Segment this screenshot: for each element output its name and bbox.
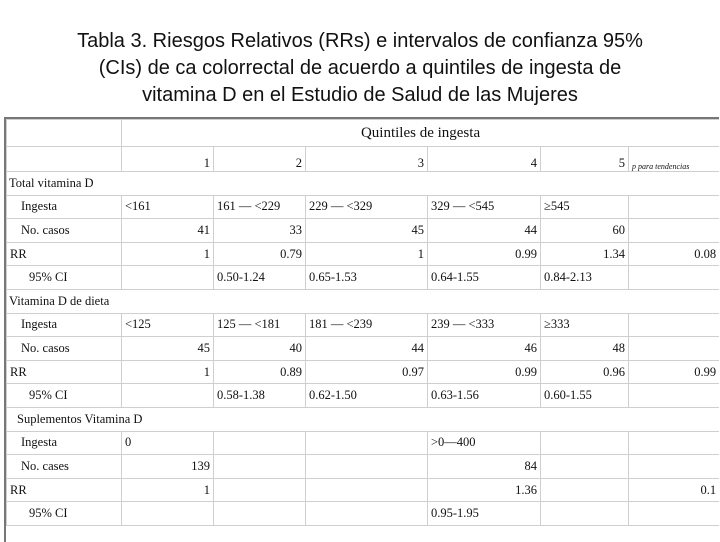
table-cell [214,502,306,526]
quintile-table [6,119,719,526]
table-cell [541,478,629,502]
p-trend-cell [629,455,720,479]
table-cell [214,455,306,479]
row-label: RR [7,242,122,266]
row-label: No. cases [7,455,122,479]
p-trend-cell: 0.1 [629,478,720,502]
row-label: Ingesta [7,431,122,455]
p-trend-cell [629,313,720,337]
table-cell: 0.99 [428,360,541,384]
table-cell [122,502,214,526]
table-row [7,360,720,384]
p-trend-cell [629,195,720,219]
header-corner [7,120,122,147]
table-cell: 0.79 [214,242,306,266]
table-row [7,219,720,243]
table-cell: 0.50-1.24 [214,266,306,290]
header-empty [7,147,122,172]
table-cell: 161 — <229 [214,195,306,219]
p-trend-header: p para tendencias [629,147,720,172]
table-cell [214,478,306,502]
table-cell: 1 [306,242,428,266]
row-label: No. casos [7,337,122,361]
table-cell: 0.58-1.38 [214,384,306,408]
quintile-header-1: 1 [122,147,214,172]
table-cell [541,455,629,479]
row-label: Ingesta [7,195,122,219]
p-trend-cell [629,219,720,243]
table-row [7,313,720,337]
table-cell: 45 [306,219,428,243]
section-title: Vitamina D de dieta [7,289,720,313]
row-label: 95% CI [7,266,122,290]
table-cell: 60 [541,219,629,243]
table-cell: 46 [428,337,541,361]
table-row [7,337,720,361]
table-cell: 0.96 [541,360,629,384]
table-row [7,384,720,408]
p-trend-cell: 0.08 [629,242,720,266]
table-cell [306,455,428,479]
table-cell: 40 [214,337,306,361]
section-header-row [7,289,720,313]
table-cell: 181 — <239 [306,313,428,337]
row-label: No. casos [7,219,122,243]
table-cell: 1 [122,360,214,384]
header-row-main [7,120,720,147]
table-cell: 48 [541,337,629,361]
table-cell: 0.89 [214,360,306,384]
title-line-3: vitamina D en el Estudio de Salud de las Mujeres [142,84,578,106]
table-cell: 33 [214,219,306,243]
table-cell: 0.64-1.55 [428,266,541,290]
p-trend-cell [629,266,720,290]
quintile-header-4: 4 [428,147,541,172]
quintile-header-2: 2 [214,147,306,172]
table-cell: 125 — <181 [214,313,306,337]
table-cell [306,478,428,502]
section-header-row [7,172,720,196]
table-cell: 0.62-1.50 [306,384,428,408]
table-row [7,431,720,455]
table-row [7,266,720,290]
table-cell [541,431,629,455]
table-row [7,195,720,219]
table-cell: 1 [122,478,214,502]
table-cell [122,384,214,408]
table-cell: <125 [122,313,214,337]
table-cell: 1.34 [541,242,629,266]
table-cell: 139 [122,455,214,479]
row-label: RR [7,360,122,384]
table-cell [306,502,428,526]
p-trend-cell: 0.99 [629,360,720,384]
quintiles-header: Quintiles de ingesta [122,120,720,147]
slide-title [0,28,720,109]
row-label: 95% CI [7,502,122,526]
table-cell: 0.97 [306,360,428,384]
header-row-quintiles [7,147,720,172]
p-trend-cell [629,431,720,455]
table-cell: 0.95-1.95 [428,502,541,526]
title-line-1: Tabla 3. Riesgos Relativos (RRs) e intervalos de confianza 95% [77,30,643,52]
table-row [7,502,720,526]
table-cell: 329 — <545 [428,195,541,219]
table-cell: 0.65-1.53 [306,266,428,290]
table-cell: 0.60-1.55 [541,384,629,408]
table-cell: 0.63-1.56 [428,384,541,408]
row-label: Ingesta [7,313,122,337]
table-cell: >0—400 [428,431,541,455]
p-trend-cell [629,337,720,361]
section-header-row [7,407,720,431]
table-cell: 1.36 [428,478,541,502]
table-cell [306,431,428,455]
table-cell: 45 [122,337,214,361]
table-cell: 44 [306,337,428,361]
table-row [7,242,720,266]
table-cell: ≥333 [541,313,629,337]
table-cell: 44 [428,219,541,243]
title-line-2: (CIs) de ca colorrectal de acuerdo a quintiles de ingesta de [98,57,622,79]
table-cell: 0 [122,431,214,455]
quintile-header-3: 3 [306,147,428,172]
table-cell: 239 — <333 [428,313,541,337]
section-title: Suplementos Vitamina D [7,407,720,431]
table-cell [541,502,629,526]
table-cell: ≥545 [541,195,629,219]
table-cell: 229 — <329 [306,195,428,219]
table-cell: <161 [122,195,214,219]
table-row [7,455,720,479]
p-trend-cell [629,384,720,408]
row-label: 95% CI [7,384,122,408]
table-cell: 1 [122,242,214,266]
table-cell: 0.99 [428,242,541,266]
quintile-header-5: 5 [541,147,629,172]
table-cell [214,431,306,455]
p-trend-cell [629,502,720,526]
table-row [7,478,720,502]
table-cell: 84 [428,455,541,479]
table-cell: 41 [122,219,214,243]
row-label: RR [7,478,122,502]
table-cell: 0.84-2.13 [541,266,629,290]
table-cell [122,266,214,290]
section-title: Total vitamina D [7,172,720,196]
results-table-image [4,117,719,542]
